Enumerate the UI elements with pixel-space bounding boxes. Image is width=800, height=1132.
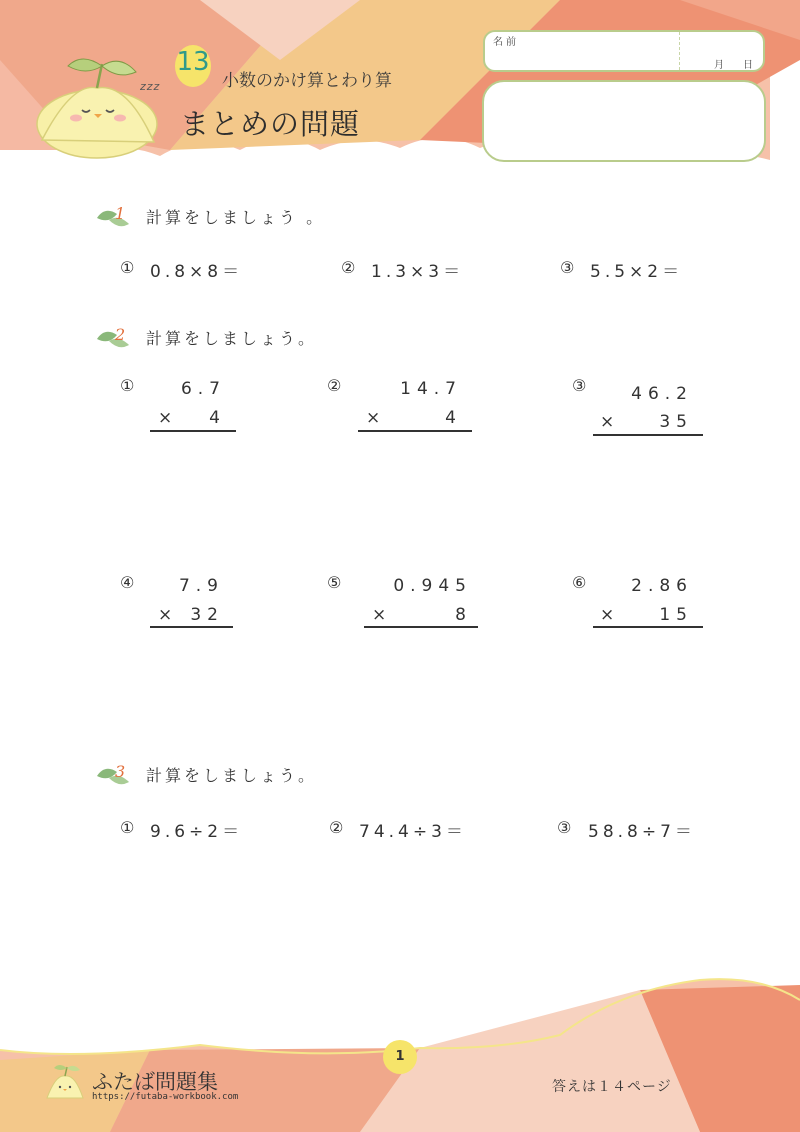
multiplicand: 7.9: [178, 576, 224, 596]
problem-expression: 0.8×8＝: [150, 262, 244, 282]
times-sign: ×: [366, 408, 381, 428]
problem-number: ②: [329, 818, 344, 837]
name-label: 名前: [493, 37, 519, 48]
problem-number: ③: [557, 818, 572, 837]
problem-number: ①: [120, 818, 135, 837]
page-subtitle: 小数のかけ算とわり算: [222, 71, 392, 91]
section-instruction: 計算をしましょう。: [146, 766, 318, 785]
section-instruction: 計算をしましょう。: [146, 329, 318, 348]
problem-number: ③: [572, 376, 587, 395]
answer-line: [150, 626, 233, 628]
multiplicand: 6.7: [180, 379, 226, 399]
problem-number: ①: [120, 376, 135, 395]
lesson-number: 13: [176, 47, 210, 77]
multiplier: 4: [445, 408, 462, 428]
section-number: 2: [115, 325, 126, 344]
problem-number: ②: [327, 376, 342, 395]
problem-expression: 1.3×3＝: [371, 262, 465, 282]
problem-number: ③: [560, 258, 575, 277]
problem-number: ⑥: [572, 573, 587, 592]
times-sign: ×: [158, 408, 173, 428]
problem-expression: 58.8÷7＝: [588, 822, 696, 842]
problem-expression: 74.4÷3＝: [359, 822, 467, 842]
section-number: 1: [115, 204, 126, 223]
section-number: 3: [115, 762, 126, 781]
brand-name: ふたば問題集: [92, 1070, 218, 1094]
brand-url[interactable]: https://futaba-workbook.com: [92, 1092, 239, 1102]
multiplicand: 0.945: [393, 576, 472, 596]
answer-reference: 答えは１４ページ: [552, 1079, 672, 1095]
answer-line: [593, 434, 703, 436]
page-title: まとめの問題: [180, 107, 361, 141]
answer-line: [150, 430, 236, 432]
answer-line: [364, 626, 478, 628]
multiplicand: 46.2: [631, 384, 693, 404]
problem-number: ①: [120, 258, 135, 277]
day-label: 日: [743, 60, 753, 71]
section-leaf-icon: [95, 327, 131, 351]
brand-chick-logo-icon: [44, 1062, 86, 1102]
multiplier: 4: [209, 408, 226, 428]
problem-number: ②: [341, 258, 356, 277]
section-leaf-icon: [95, 206, 131, 230]
times-sign: ×: [158, 605, 173, 625]
multiplier: 32: [190, 605, 224, 625]
times-sign: ×: [600, 605, 615, 625]
answer-line: [358, 430, 472, 432]
problem-number: ⑤: [327, 573, 342, 592]
times-sign: ×: [600, 412, 615, 432]
times-sign: ×: [372, 605, 387, 625]
multiplier: 15: [659, 605, 693, 625]
multiplicand: 2.86: [631, 576, 693, 596]
multiplier: 8: [455, 605, 472, 625]
section-leaf-icon: [95, 764, 131, 788]
sleep-zzz-text: zzz: [140, 80, 161, 93]
month-label: 月: [714, 60, 724, 71]
page-number: 1: [383, 1040, 417, 1074]
chick-mascot-icon: [32, 52, 162, 160]
problem-number: ④: [120, 573, 135, 592]
answer-line: [593, 626, 703, 628]
name-date-divider: [679, 32, 680, 70]
problem-expression: 5.5×2＝: [590, 262, 684, 282]
score-box[interactable]: [482, 80, 766, 162]
multiplier: 35: [659, 412, 693, 432]
problem-expression: 9.6÷2＝: [150, 822, 244, 842]
multiplicand: 14.7: [400, 379, 462, 399]
section-instruction: 計算をしましょう 。: [146, 208, 326, 227]
